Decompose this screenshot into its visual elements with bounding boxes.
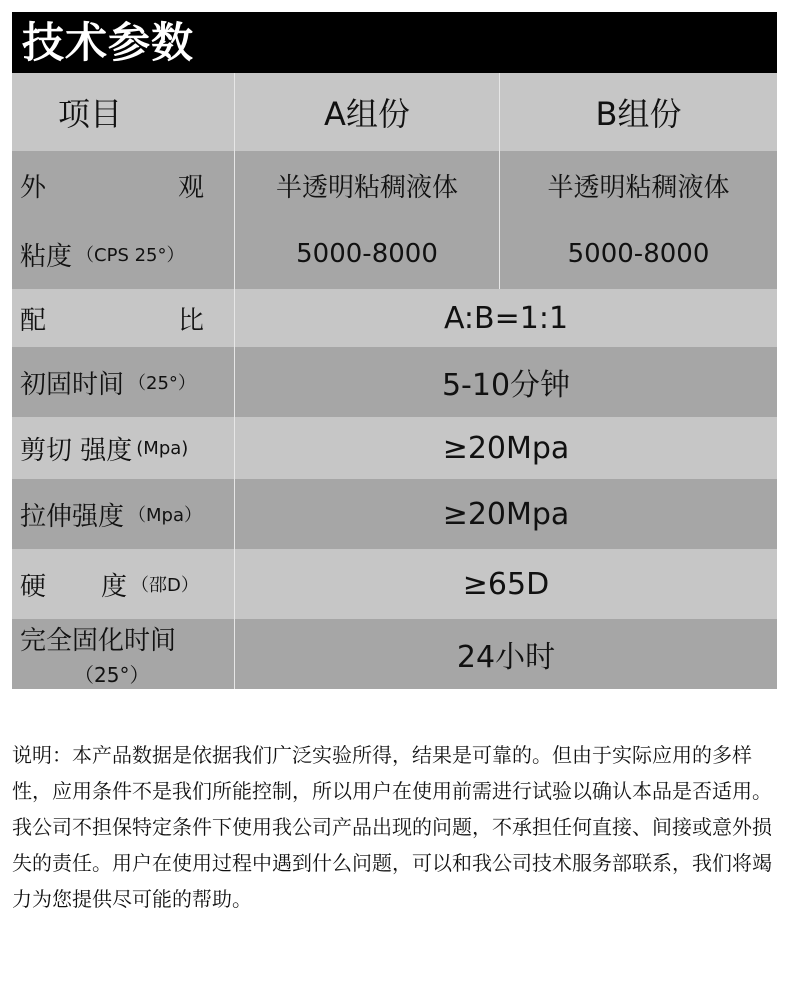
row-label (12, 289, 234, 347)
section-title: 技术参数 (12, 12, 777, 73)
row-label-right: 观 (177, 172, 204, 203)
row-label-left: 硬 (20, 571, 47, 602)
row-label-unit: （邵D） (131, 575, 199, 596)
row-value-b: 5000-8000 (499, 219, 777, 289)
row-label-unit: （CPS 25°） (76, 245, 185, 266)
row-label-text: 初固时间 (20, 369, 125, 400)
row-label-text: 完全固化时间 (20, 626, 177, 656)
row-label (12, 479, 234, 549)
table-row (12, 347, 777, 417)
spec-table (12, 73, 777, 689)
table-header-row (12, 73, 777, 151)
row-label (12, 417, 234, 479)
row-value: 5-10分钟 (234, 347, 777, 417)
row-label (12, 151, 234, 219)
table-row (12, 417, 777, 479)
table-row (12, 289, 777, 347)
row-label-left: 配 (20, 305, 47, 336)
row-value: ≥20Mpa (234, 417, 777, 479)
row-label-unit: (Mpa) (136, 437, 189, 459)
row-value: 24小时 (234, 619, 777, 689)
table-row (12, 549, 777, 619)
row-label-unit: （Mpa） (128, 505, 203, 526)
row-label-text: 剪切 强度 (20, 435, 133, 466)
row-label-right: 比 (177, 305, 204, 336)
row-value: A:B=1:1 (234, 289, 777, 347)
row-label-left: 外 (20, 172, 47, 203)
row-label-unit: （25°） (74, 663, 150, 687)
row-label-unit: （25°） (128, 373, 196, 394)
table-row (12, 219, 777, 289)
row-label (12, 219, 234, 289)
header-component-a: A组份 (234, 73, 499, 151)
row-value-b: 半透明粘稠液体 (499, 151, 777, 219)
table-row (12, 151, 777, 219)
table-row (12, 619, 777, 689)
row-label (12, 549, 234, 619)
header-component-b: B组份 (499, 73, 777, 151)
row-label-right: 度 (101, 571, 128, 602)
header-item: 项目 (58, 95, 123, 133)
row-value-a: 5000-8000 (234, 219, 499, 289)
row-label-text: 粘度 (20, 241, 73, 272)
row-label (12, 347, 234, 417)
disclaimer-note: 说明：本产品数据是依据我们广泛实验所得，结果是可靠的。但由于实际应用的多样性，应用条件不是我们所能控制，所以用户在使用前需进行试验以确认本品是否适用。我公司不担保特定条件下使用我公司产品出现的问题，不承担任何直接、间接或意外损失的责任。用户在使用过程中遇到什么问题，可以和我公司技术服务部联系，我们将竭力为您提供尽可能的帮助。 (12, 743, 772, 911)
row-label-text: 拉伸强度 (20, 501, 125, 532)
row-value-a: 半透明粘稠液体 (234, 151, 499, 219)
table-row (12, 479, 777, 549)
row-value: ≥20Mpa (234, 479, 777, 549)
row-label (12, 619, 234, 689)
row-value: ≥65D (234, 549, 777, 619)
